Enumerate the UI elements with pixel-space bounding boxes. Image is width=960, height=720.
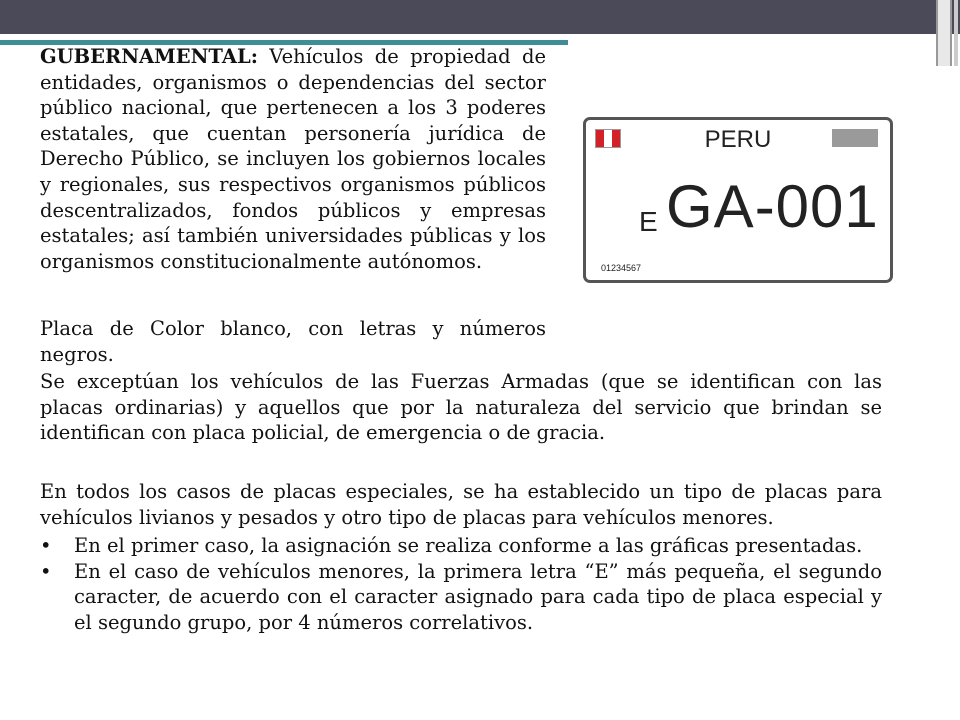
plate-serial: 01234567: [601, 263, 642, 273]
plate-number: GA-001: [666, 173, 879, 240]
top-bar: [0, 0, 960, 34]
plate-gray-box: [832, 129, 878, 147]
paragraph-gubernamental: [40, 44, 546, 274]
paragraph-exceptions: Se exceptúan los vehículos de las Fuerzas Armadas (que se identifican con las placas ordinarias) y aquellos que por la naturaleza del servicio que brindan se identifican con placa policial, de emergencia o de gracia.: [40, 370, 882, 445]
list-item: [40, 559, 882, 636]
paragraph-plate-color: Placa de Color blanco, con letras y números negros.: [40, 317, 546, 366]
decor-frame: [954, 0, 958, 66]
plate-small-letter: E: [639, 206, 658, 237]
paragraph-body: Vehículos de propiedad de entidades, organismos o dependencias del sector público nacional, que pertenecen a los 3 poderes estatales, que cuentan personería jurídica de Derecho Público, se incluyen los gobiernos locales y regionales, sus respectivos organismos públicos descentralizados, fondos públicos y empresas estatales; así también universidades públicas y los organismos constitucionalmente autónomos.: [40, 45, 546, 273]
paragraph-special-plates: En todos los casos de placas especiales, se ha establecido un tipo de placas para vehículos livianos y pesados y otro tipo de placas para vehículos menores.: [40, 480, 882, 529]
list-item: [40, 533, 882, 559]
bullet-icon: •: [40, 559, 52, 583]
list-item-text: En el primer caso, la asignación se realiza conforme a las gráficas presentadas.: [74, 534, 863, 557]
paragraph-lead: GUBERNAMENTAL:: [40, 45, 258, 68]
decor-line: [560, 48, 890, 51]
list-item-text: En el caso de vehículos menores, la primera letra “E” más pequeña, el segundo caracter, de acuerdo con el caracter asignado para cada tipo de placa especial y el segundo grupo, por 4 números correlativos.: [74, 559, 882, 634]
plate-country: PERU: [704, 126, 772, 153]
decor-line: [600, 61, 775, 64]
decor-frame: [936, 0, 952, 66]
bullet-icon: •: [40, 534, 52, 557]
bullet-list: [40, 533, 882, 635]
license-plate-image: [583, 117, 893, 283]
